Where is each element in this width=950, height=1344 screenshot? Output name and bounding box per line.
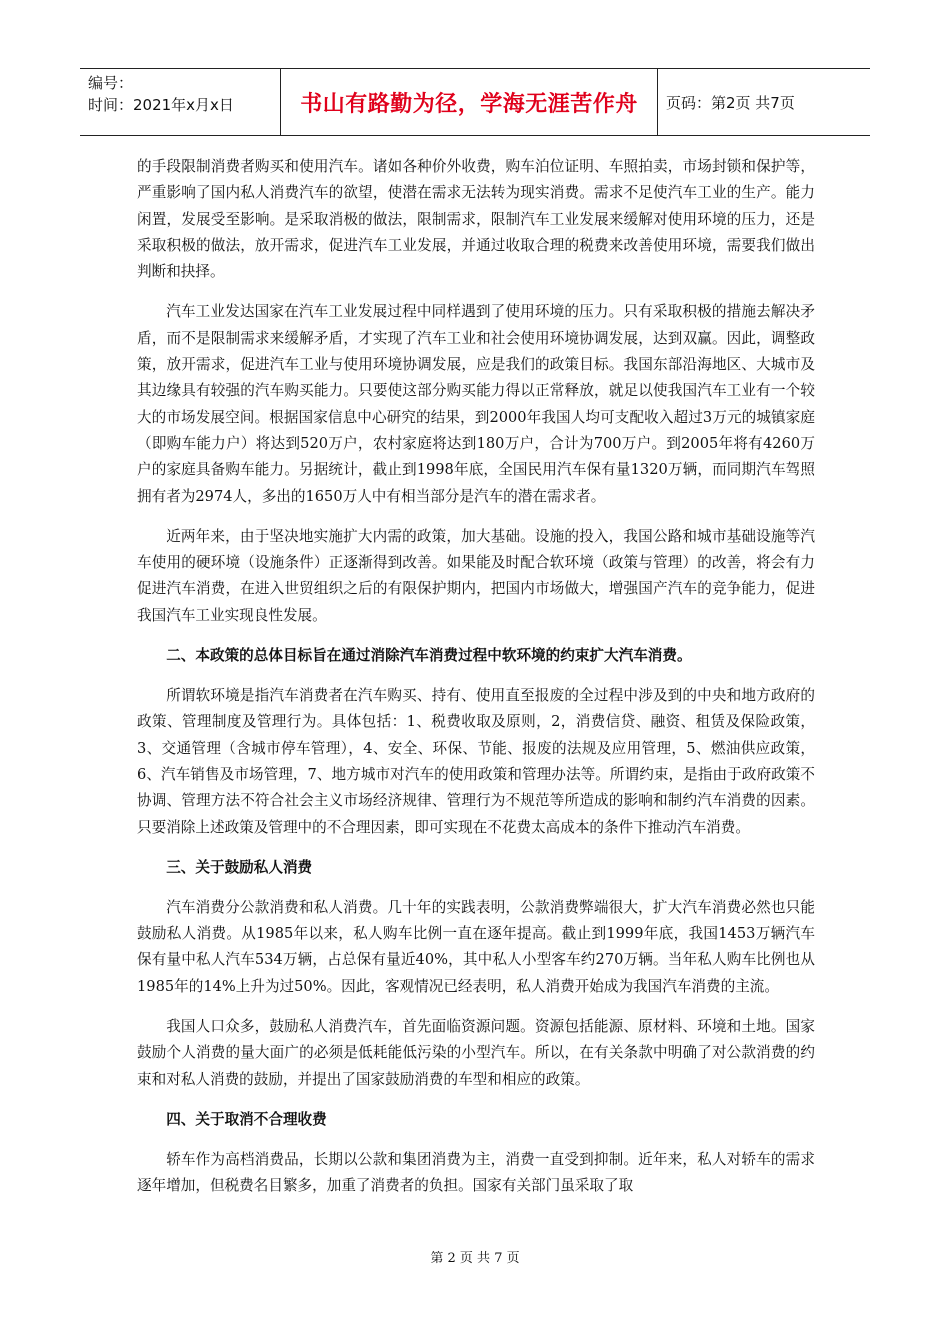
page-footer: 第 2 页 共 7 页 xyxy=(430,1251,520,1266)
header-motto: 书山有路勤为径，学海无涯苦作舟 xyxy=(300,91,638,117)
body-paragraph: 轿车作为高档消费品，长期以公款和集团消费为主，消费一直受到抑制。近年来，私人对轿车的需求逐年增加，但税费名目繁多，加重了消费者的负担。国家有关部门虽采取了取 xyxy=(137,1150,815,1195)
section-heading: 三、关于鼓励私人消费 xyxy=(166,858,313,876)
section-heading: 四、关于取消不合理收费 xyxy=(166,1110,327,1128)
body-paragraph: 汽车工业发达国家在汽车工业发展过程中同样遇到了使用环境的压力。只有采取积极的措施去解决矛盾，而不是限制需求来缓解矛盾，才实现了汽车工业和社会使用环境协调发展，达到双赢。因此，调整政策，放开需求，促进汽车工业与使用环境协调发展，应是我们的政策目标。我国东部沿海地区、大城市及其边缘具有较强的汽车购买能力。只要使这部分购买能力得以正常释放，就足以使我国汽车工业有一个较大的市场发展空间。根据国家信息中心研究的结果，到2000年我国人均可支配收入超过3万元的城镇家庭（即购车能力户）将达到520万户，农村家庭将达到180万户，合计为700万户。到2005年将有4260万户的家庭具备购车能力。另据统计，截止到1998年底，全国民用汽车保有量1320万辆，而同期汽车驾照拥有者为2974人，多出的1650万人中有相当部分是汽车的潜在需求者。 xyxy=(137,303,815,505)
body-paragraph: 的手段限制消费者购买和使用汽车。诸如各种价外收费，购车泊位证明、车照拍卖，市场封锁和保护等，严重影响了国内私人消费汽车的欲望，使潜在需求无法转为现实消费。需求不足使汽车工业的生产。能力闲置，发展受至影响。是采取消极的做法，限制需求，限制汽车工业发展来缓解对使用环境的压力，还是采取积极的做法，放开需求，促进汽车工业发展，并通过收取合理的税费来改善使用环境，需要我们做出判断和抉择。 xyxy=(137,158,815,281)
body-paragraph: 汽车消费分公款消费和私人消费。几十年的实践表明，公款消费弊端很大，扩大汽车消费必然也只能鼓励私人消费。从1985年以来，私人购车比例一直在逐年提高。截止到1999年底，我国1453万辆汽车保有量中私人汽车534万辆，占总保有量近40%，其中私人小型客车约270万辆。当年私人购车比例也从1985年的14%上升为过50%。因此，客观情况已经表明，私人消费开始成为我国汽车消费的主流。 xyxy=(137,898,815,995)
header-meta xyxy=(80,69,280,135)
section-heading: 二、本政策的总体目标旨在通过消除汽车消费过程中软环境的约束扩大汽车消费。 xyxy=(166,647,692,665)
document-body xyxy=(137,154,815,1214)
document-number: 编号： xyxy=(88,74,134,92)
body-paragraph: 近两年来，由于坚决地实施扩大内需的政策，加大基础。设施的投入，我国公路和城市基础设施等汽车使用的硬环境（设施条件）正逐渐得到改善。如果能及时配合软环境（政策与管理）的改善，将会有力促进汽车消费，在进入世贸组织之后的有限保护期内，把国内市场做大，增强国产汽车的竞争能力，促进我国汽车工业实现良性发展。 xyxy=(137,527,815,624)
header-motto-cell xyxy=(280,69,658,135)
header-page-info: 页码：第2页 共7页 xyxy=(666,93,795,112)
body-paragraph: 我国人口众多，鼓励私人消费汽车，首先面临资源问题。资源包括能源、原材料、环境和土地。国家鼓励个人消费的量大面广的必须是低耗能低污染的小型汽车。所以，在有关条款中明确了对公款消费的约束和对私人消费的鼓励，并提出了国家鼓励消费的车型和相应的政策。 xyxy=(137,1018,815,1088)
body-paragraph: 所谓软环境是指汽车消费者在汽车购买、持有、使用直至报废的全过程中涉及到的中央和地方政府的政策、管理制度及管理行为。具体包括：1、税费收取及原则，2，消费信贷、融资、租赁及保险政策，3、交通管理（含城市停车管理），4、安全、环保、节能、报废的法规及应用管理，5、燃油供应政策，6、汽车销售及市场管理，7、地方城市对汽车的使用政策和管理办法等。所谓约束，是指由于政府政策不协调、管理方法不符合社会主义市场经济规律、管理行为不规范等所造成的影响和制约汽车消费的因素。只要消除上述政策及管理中的不合理因素，即可实现在不花费太高成本的条件下推动汽车消费。 xyxy=(137,687,815,836)
document-time: 时间：2021年x月x日 xyxy=(88,96,234,114)
page-header xyxy=(80,68,870,136)
